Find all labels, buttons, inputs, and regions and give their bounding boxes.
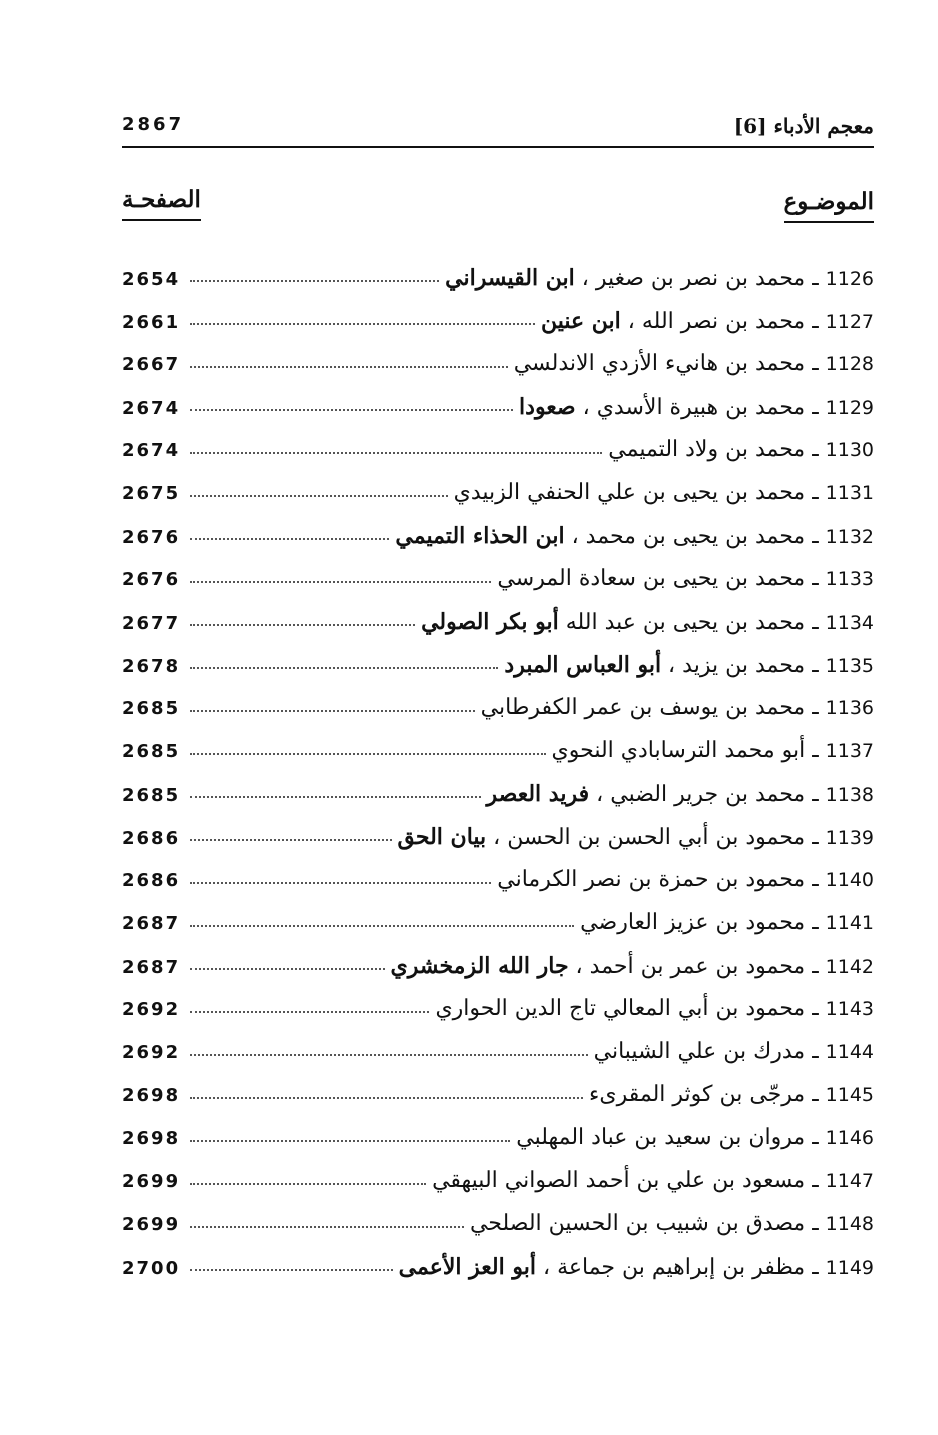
entry-name: محمد بن نصر الله ، (620, 309, 806, 334)
entry-page-number: 2687 (122, 913, 181, 934)
toc-entry (454, 473, 874, 513)
dot-leader (190, 860, 491, 884)
entry-number: 1137 (825, 740, 874, 762)
entry-name: محمد بن يحيى بن علي الحنفي الزبيدي (453, 480, 806, 505)
toc-entry (421, 602, 874, 643)
entry-name: محمد بن ولاد التميمي (608, 437, 806, 462)
toc-row (122, 258, 874, 301)
dot-leader (190, 430, 602, 454)
entry-page-number: 2685 (122, 698, 181, 719)
toc-row (122, 817, 874, 860)
entry-number: 1140 (825, 869, 874, 891)
column-heading-page: الصفحـة (122, 186, 201, 221)
column-heading-topic: الموضـوع (784, 188, 874, 223)
toc-row (122, 473, 874, 516)
entry-page-number: 2677 (122, 613, 181, 634)
entry-page-number: 2685 (122, 741, 181, 762)
dot-leader (190, 258, 439, 282)
entry-number: 1138 (825, 784, 874, 806)
entry-number: 1142 (825, 956, 874, 978)
entry-number: 1144 (825, 1041, 874, 1063)
entry-number: 1133 (825, 568, 874, 590)
entry-nickname: فريد العصر (486, 781, 590, 807)
toc-entry (504, 645, 874, 686)
entry-number: 1143 (825, 998, 874, 1020)
entry-name: محمود بن عزيز العارضي (580, 910, 806, 935)
entry-nickname: ابن عنين (540, 308, 621, 334)
toc-entry (481, 688, 874, 728)
entry-dash: ـ (805, 566, 826, 591)
dot-leader (190, 774, 481, 798)
toc-entry (497, 559, 874, 599)
entry-page-number: 2698 (122, 1128, 181, 1149)
toc-row (122, 1247, 874, 1290)
entry-number: 1147 (825, 1170, 874, 1192)
entry-name: أبو محمد الترسابادي النحوي (551, 738, 806, 763)
dot-leader (190, 731, 546, 755)
entry-name: محمد بن هانيء الأزدي الاندلسي (513, 351, 806, 376)
toc-row (122, 516, 874, 559)
toc-row (122, 559, 874, 602)
entry-dash: ـ (805, 480, 826, 505)
toc-row (122, 301, 874, 344)
entry-name: مسعود بن علي بن أحمد الصواني البيهقي (432, 1168, 806, 1193)
entry-dash: ـ (805, 309, 826, 334)
entry-page-number: 2687 (122, 957, 181, 978)
entry-nickname: أبو العباس المبرد (504, 652, 662, 678)
entry-number: 1145 (825, 1084, 874, 1106)
entry-number: 1131 (825, 482, 874, 504)
toc-row (122, 946, 874, 989)
entry-name: مرجّى بن كوثر المقرىء (589, 1082, 806, 1107)
dot-leader (190, 903, 574, 927)
entry-number: 1128 (825, 353, 874, 375)
dot-leader (190, 1161, 426, 1185)
entry-page-number: 2686 (122, 828, 181, 849)
toc-entry (594, 1032, 874, 1072)
entry-number: 1149 (825, 1257, 874, 1279)
toc-row (122, 1032, 874, 1075)
entry-page-number: 2692 (122, 999, 181, 1020)
entry-dash: ـ (805, 610, 826, 635)
dot-leader (190, 301, 535, 325)
dot-leader (190, 688, 475, 712)
entry-name: مصدق بن شبيب بن الحسين الصلحي (469, 1211, 806, 1236)
toc-entry (470, 1204, 874, 1244)
entry-name: محمد بن يزيد ، (661, 653, 806, 678)
toc-row (122, 645, 874, 688)
entry-dash: ـ (805, 954, 826, 979)
entry-name: محمد بن نصر بن صغير ، (574, 266, 806, 291)
entry-dash: ـ (805, 653, 826, 678)
dot-leader (190, 602, 415, 626)
toc-entry (398, 817, 874, 858)
entry-nickname: أبو بكر الصولي (421, 609, 559, 635)
entry-number: 1141 (825, 912, 874, 934)
entry-number: 1129 (825, 397, 874, 419)
entry-nickname: بيان الحق (397, 824, 487, 850)
entry-page-number: 2699 (122, 1214, 181, 1235)
entry-dash: ـ (805, 1168, 826, 1193)
entry-nickname: ابن الحذاء التميمي (395, 523, 565, 549)
dot-leader (190, 387, 513, 411)
entry-page-number: 2654 (122, 269, 181, 290)
dot-leader (190, 1032, 588, 1056)
entry-dash: ـ (805, 395, 826, 420)
entry-page-number: 2675 (122, 483, 181, 504)
entry-page-number: 2667 (122, 354, 181, 375)
entry-name: مدرك بن علي الشيباني (593, 1039, 806, 1064)
entry-page-number: 2678 (122, 656, 181, 677)
toc-entry (541, 301, 874, 342)
entry-name: محمود بن أبي الحسن بن الحسن ، (486, 825, 806, 850)
entry-name: محمود بن حمزة بن نصر الكرماني (497, 867, 806, 892)
toc-row (122, 774, 874, 817)
entry-page-number: 2676 (122, 569, 181, 590)
entry-page-number: 2686 (122, 870, 181, 891)
toc-row (122, 1204, 874, 1247)
entry-number: 1132 (825, 526, 874, 548)
dot-leader (190, 946, 385, 970)
entry-number: 1136 (825, 697, 874, 719)
entry-number: 1135 (825, 655, 874, 677)
running-header (122, 112, 874, 144)
entry-dash: ـ (805, 695, 826, 720)
toc-row (122, 731, 874, 774)
entry-page-number: 2692 (122, 1042, 181, 1063)
toc-entry (552, 731, 874, 771)
toc-entry (580, 903, 874, 943)
entry-dash: ـ (805, 524, 826, 549)
entry-name: محمد بن يوسف بن عمر الكفرطابي (480, 695, 806, 720)
entry-page-number: 2698 (122, 1085, 181, 1106)
toc-row (122, 1075, 874, 1118)
entry-nickname: جار الله الزمخشري (390, 953, 569, 979)
entry-number: 1130 (825, 439, 874, 461)
header-rule (122, 146, 874, 148)
entry-dash: ـ (805, 996, 826, 1021)
entry-dash: ـ (805, 1039, 826, 1064)
entry-dash: ـ (805, 351, 826, 376)
entry-name: محمد بن جرير الضبي ، (589, 782, 806, 807)
toc-entry (487, 774, 875, 815)
entry-number: 1146 (825, 1127, 874, 1149)
toc-row (122, 602, 874, 645)
toc-entry (445, 258, 874, 299)
entry-dash: ـ (805, 782, 826, 807)
toc-row (122, 688, 874, 731)
entry-dash: ـ (805, 1211, 826, 1236)
toc-entry (514, 344, 874, 384)
page-number: 2867 (122, 114, 185, 135)
entry-dash: ـ (805, 1082, 826, 1107)
toc-entry (497, 860, 874, 900)
toc-entry (519, 387, 874, 428)
toc-entry (399, 1247, 874, 1288)
entry-name: محمود بن أبي المعالي تاج الدين الحواري (435, 996, 806, 1021)
entry-page-number: 2674 (122, 398, 181, 419)
entry-name: محمد بن يحيى بن سعادة المرسي (497, 566, 806, 591)
toc-entry (516, 1118, 874, 1158)
dot-leader (190, 1204, 464, 1228)
entry-number: 1139 (825, 827, 874, 849)
entry-page-number: 2685 (122, 785, 181, 806)
dot-leader (190, 344, 508, 368)
entry-name: محمود بن عمر بن أحمد ، (568, 954, 806, 979)
toc-row (122, 903, 874, 946)
entry-page-number: 2700 (122, 1258, 181, 1279)
dot-leader (190, 559, 491, 583)
dot-leader (190, 1247, 393, 1271)
dot-leader (190, 1075, 583, 1099)
book-title: معجم الأدباء [6] (733, 114, 874, 138)
entry-name: محمد بن يحيى بن عبد الله (558, 610, 806, 635)
dot-leader (190, 645, 498, 669)
entry-page-number: 2661 (122, 312, 181, 333)
entry-name: محمد بن يحيى بن محمد ، (564, 524, 806, 549)
dot-leader (190, 473, 448, 497)
toc-entry (608, 430, 874, 470)
toc-row (122, 1161, 874, 1204)
toc-row (122, 989, 874, 1032)
entry-dash: ـ (805, 1255, 826, 1280)
entry-dash: ـ (805, 825, 826, 850)
dot-leader (190, 817, 392, 841)
toc-row (122, 344, 874, 387)
entry-page-number: 2676 (122, 527, 181, 548)
entry-number: 1148 (825, 1213, 874, 1235)
entry-name: مظفر بن إبراهيم بن جماعة ، (535, 1255, 806, 1280)
entry-page-number: 2674 (122, 440, 181, 461)
dot-leader (190, 989, 429, 1013)
toc-entry (435, 989, 874, 1029)
dot-leader (190, 516, 389, 540)
entry-dash: ـ (805, 437, 826, 462)
toc-row (122, 860, 874, 903)
entry-page-number: 2699 (122, 1171, 181, 1192)
entry-number: 1127 (825, 311, 874, 333)
toc-entry (391, 946, 875, 987)
entry-nickname: صعودا (519, 394, 576, 420)
toc-row (122, 1118, 874, 1161)
toc-row (122, 430, 874, 473)
entry-dash: ـ (805, 266, 826, 291)
entry-dash: ـ (805, 867, 826, 892)
entry-dash: ـ (805, 738, 826, 763)
entry-number: 1126 (825, 268, 874, 290)
entry-name: محمد بن هبيرة الأسدي ، (575, 395, 806, 420)
entry-nickname: ابن القيسراني (445, 265, 575, 291)
toc-row (122, 387, 874, 430)
entry-dash: ـ (805, 910, 826, 935)
entry-dash: ـ (805, 1125, 826, 1150)
entry-name: مروان بن سعيد بن عباد المهلبي (516, 1125, 806, 1150)
table-of-contents (122, 258, 874, 1290)
entry-nickname: أبو العز الأعمى (398, 1254, 536, 1280)
toc-entry (589, 1075, 874, 1115)
toc-entry (432, 1161, 874, 1201)
toc-entry (395, 516, 874, 557)
entry-number: 1134 (825, 612, 874, 634)
dot-leader (190, 1118, 510, 1142)
